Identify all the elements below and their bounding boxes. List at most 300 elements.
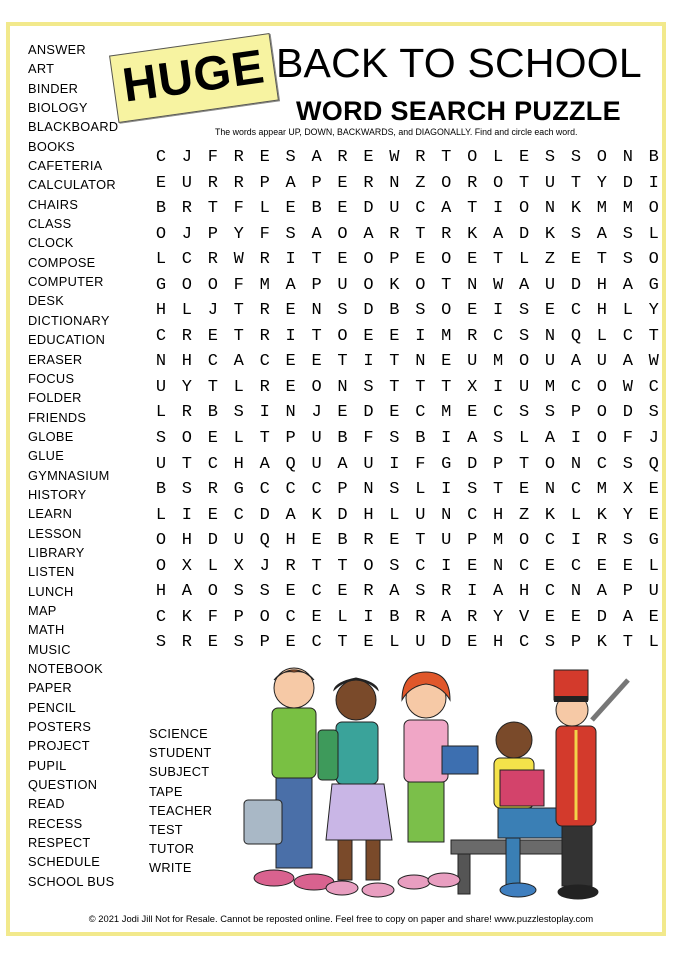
grid-letter[interactable]: R xyxy=(389,224,400,244)
grid-letter[interactable]: R xyxy=(233,173,244,193)
grid-letter[interactable]: R xyxy=(441,224,452,244)
grid-letter[interactable]: J xyxy=(181,224,192,244)
grid-letter[interactable]: R xyxy=(207,173,218,193)
grid-letter[interactable]: W xyxy=(233,250,244,270)
grid-letter[interactable]: R xyxy=(363,582,374,602)
grid-letter[interactable]: S xyxy=(233,403,244,423)
grid-letter[interactable]: M xyxy=(259,275,270,295)
grid-letter[interactable]: F xyxy=(622,429,633,449)
grid-letter[interactable]: I xyxy=(467,582,478,602)
grid-letter[interactable]: C xyxy=(544,531,556,551)
grid-letter[interactable]: O xyxy=(363,556,374,576)
grid-letter[interactable]: H xyxy=(155,301,167,321)
grid-letter[interactable]: U xyxy=(181,173,192,193)
grid-letter[interactable]: A xyxy=(337,454,348,474)
grid-letter[interactable]: A xyxy=(544,429,556,449)
grid-letter[interactable]: R xyxy=(467,326,478,346)
grid-letter[interactable]: L xyxy=(155,250,167,270)
grid-letter[interactable]: M xyxy=(544,377,556,397)
grid-letter[interactable]: C xyxy=(622,326,633,346)
grid-letter[interactable]: S xyxy=(544,403,556,423)
grid-letter[interactable]: D xyxy=(207,531,218,551)
grid-letter[interactable]: K xyxy=(596,633,607,653)
grid-letter[interactable]: P xyxy=(337,480,348,500)
grid-letter[interactable]: E xyxy=(337,199,348,219)
grid-letter[interactable]: R xyxy=(467,173,478,193)
grid-letter[interactable]: T xyxy=(311,556,322,576)
grid-letter[interactable]: S xyxy=(415,582,426,602)
grid-letter[interactable]: E xyxy=(285,301,296,321)
grid-letter[interactable]: U xyxy=(467,352,478,372)
grid-letter[interactable]: T xyxy=(233,301,244,321)
grid-letter[interactable]: A xyxy=(596,582,607,602)
grid-letter[interactable]: S xyxy=(622,250,633,270)
grid-letter[interactable]: T xyxy=(259,429,270,449)
grid-letter[interactable]: P xyxy=(493,454,504,474)
grid-letter[interactable]: Q xyxy=(648,454,659,474)
grid-letter[interactable]: L xyxy=(389,633,400,653)
grid-letter[interactable]: O xyxy=(441,173,452,193)
grid-letter[interactable]: N xyxy=(311,301,322,321)
grid-letter[interactable]: U xyxy=(596,352,607,372)
grid-letter[interactable]: O xyxy=(596,429,607,449)
grid-letter[interactable]: L xyxy=(207,556,218,576)
grid-letter[interactable]: A xyxy=(363,224,374,244)
grid-letter[interactable]: G xyxy=(233,480,244,500)
grid-letter[interactable]: T xyxy=(622,633,633,653)
grid-letter[interactable]: C xyxy=(415,199,426,219)
grid-letter[interactable]: O xyxy=(518,352,530,372)
grid-letter[interactable]: Z xyxy=(415,173,426,193)
grid-letter[interactable]: D xyxy=(363,301,374,321)
grid-letter[interactable]: E xyxy=(207,505,218,525)
grid-letter[interactable]: U xyxy=(155,377,167,397)
grid-letter[interactable]: O xyxy=(337,326,348,346)
grid-letter[interactable]: U xyxy=(233,531,244,551)
grid-letter[interactable]: Y xyxy=(622,505,633,525)
grid-letter[interactable]: O xyxy=(155,531,167,551)
grid-letter[interactable]: X xyxy=(467,377,478,397)
grid-letter[interactable]: F xyxy=(207,148,218,167)
grid-letter[interactable]: I xyxy=(493,301,504,321)
grid-letter[interactable]: E xyxy=(337,173,348,193)
grid-letter[interactable]: E xyxy=(415,250,426,270)
grid-letter[interactable]: A xyxy=(596,224,607,244)
grid-letter[interactable]: O xyxy=(544,454,556,474)
grid-letter[interactable]: C xyxy=(155,148,167,167)
grid-letter[interactable]: H xyxy=(596,275,607,295)
grid-letter[interactable]: E xyxy=(155,173,167,193)
grid-letter[interactable]: T xyxy=(415,531,426,551)
grid-letter[interactable]: K xyxy=(311,505,322,525)
grid-letter[interactable]: J xyxy=(648,429,659,449)
grid-letter[interactable]: K xyxy=(181,607,192,627)
grid-letter[interactable]: A xyxy=(570,352,582,372)
grid-letter[interactable]: A xyxy=(233,352,244,372)
grid-letter[interactable]: S xyxy=(467,480,478,500)
grid-letter[interactable]: U xyxy=(648,582,659,602)
grid-letter[interactable]: I xyxy=(570,531,582,551)
grid-letter[interactable]: T xyxy=(493,480,504,500)
grid-letter[interactable]: E xyxy=(285,352,296,372)
grid-letter[interactable]: S xyxy=(493,429,504,449)
grid-letter[interactable]: S xyxy=(285,224,296,244)
grid-letter[interactable]: C xyxy=(285,607,296,627)
grid-letter[interactable]: K xyxy=(570,199,582,219)
grid-letter[interactable]: S xyxy=(181,480,192,500)
grid-letter[interactable]: L xyxy=(155,403,167,423)
grid-letter[interactable]: E xyxy=(363,633,374,653)
grid-letter[interactable]: R xyxy=(207,480,218,500)
grid-letter[interactable]: L xyxy=(596,326,607,346)
grid-letter[interactable]: E xyxy=(363,148,374,167)
grid-letter[interactable]: T xyxy=(441,275,452,295)
grid-letter[interactable]: B xyxy=(389,301,400,321)
grid-letter[interactable]: L xyxy=(233,429,244,449)
grid-letter[interactable]: B xyxy=(155,199,167,219)
grid-letter[interactable]: T xyxy=(233,326,244,346)
grid-letter[interactable]: C xyxy=(544,582,556,602)
grid-letter[interactable]: C xyxy=(311,480,322,500)
grid-letter[interactable]: J xyxy=(259,556,270,576)
grid-letter[interactable]: T xyxy=(415,224,426,244)
grid-letter[interactable]: D xyxy=(518,224,530,244)
grid-letter[interactable]: T xyxy=(467,199,478,219)
grid-letter[interactable]: P xyxy=(311,173,322,193)
grid-letter[interactable]: T xyxy=(441,148,452,167)
grid-letter[interactable]: K xyxy=(544,224,556,244)
grid-letter[interactable]: L xyxy=(570,505,582,525)
grid-letter[interactable]: O xyxy=(207,275,218,295)
grid-letter[interactable]: R xyxy=(207,250,218,270)
grid-letter[interactable]: H xyxy=(363,505,374,525)
grid-letter[interactable]: L xyxy=(259,199,270,219)
grid-letter[interactable]: U xyxy=(337,275,348,295)
grid-letter[interactable]: R xyxy=(467,607,478,627)
grid-letter[interactable]: O xyxy=(441,301,452,321)
grid-letter[interactable]: I xyxy=(389,454,400,474)
grid-letter[interactable]: E xyxy=(570,607,582,627)
grid-letter[interactable]: L xyxy=(648,556,659,576)
grid-letter[interactable]: I xyxy=(415,326,426,346)
grid-letter[interactable]: U xyxy=(518,377,530,397)
grid-letter[interactable]: P xyxy=(570,633,582,653)
grid-letter[interactable]: T xyxy=(596,250,607,270)
grid-letter[interactable]: C xyxy=(207,454,218,474)
grid-letter[interactable]: P xyxy=(259,633,270,653)
grid-letter[interactable]: B xyxy=(311,199,322,219)
grid-letter[interactable]: O xyxy=(493,173,504,193)
grid-letter[interactable]: T xyxy=(415,377,426,397)
grid-letter[interactable]: S xyxy=(570,148,582,167)
grid-letter[interactable]: W xyxy=(622,377,633,397)
grid-letter[interactable]: I xyxy=(441,480,452,500)
grid-letter[interactable]: L xyxy=(518,250,530,270)
grid-letter[interactable]: A xyxy=(285,173,296,193)
grid-letter[interactable]: H xyxy=(518,582,530,602)
grid-letter[interactable]: T xyxy=(441,377,452,397)
grid-letter[interactable]: S xyxy=(544,633,556,653)
grid-letter[interactable]: Y xyxy=(181,377,192,397)
grid-letter[interactable]: M xyxy=(622,199,633,219)
grid-letter[interactable]: C xyxy=(207,352,218,372)
grid-letter[interactable]: S xyxy=(233,633,244,653)
grid-letter[interactable]: E xyxy=(570,250,582,270)
grid-letter[interactable]: J xyxy=(207,301,218,321)
grid-letter[interactable]: A xyxy=(285,275,296,295)
grid-letter[interactable]: B xyxy=(337,429,348,449)
grid-letter[interactable]: D xyxy=(622,403,633,423)
grid-letter[interactable]: E xyxy=(544,556,556,576)
grid-letter[interactable]: O xyxy=(363,250,374,270)
grid-letter[interactable]: G xyxy=(648,531,659,551)
grid-letter[interactable]: J xyxy=(181,148,192,167)
grid-letter[interactable]: K xyxy=(544,505,556,525)
grid-letter[interactable]: F xyxy=(363,429,374,449)
grid-letter[interactable]: S xyxy=(155,633,167,653)
grid-letter[interactable]: E xyxy=(207,429,218,449)
grid-letter[interactable]: P xyxy=(207,224,218,244)
grid-letter[interactable]: U xyxy=(544,352,556,372)
grid-letter[interactable]: T xyxy=(518,454,530,474)
grid-letter[interactable]: E xyxy=(467,403,478,423)
grid-letter[interactable]: C xyxy=(570,301,582,321)
grid-letter[interactable]: C xyxy=(233,505,244,525)
grid-letter[interactable]: U xyxy=(311,429,322,449)
grid-letter[interactable]: O xyxy=(155,556,167,576)
grid-letter[interactable]: O xyxy=(596,148,607,167)
grid-letter[interactable]: D xyxy=(622,173,633,193)
grid-letter[interactable]: U xyxy=(155,454,167,474)
grid-letter[interactable]: A xyxy=(259,454,270,474)
grid-letter[interactable]: O xyxy=(648,250,659,270)
grid-letter[interactable]: E xyxy=(311,531,322,551)
grid-letter[interactable]: E xyxy=(285,377,296,397)
grid-letter[interactable]: E xyxy=(285,633,296,653)
grid-letter[interactable]: C xyxy=(155,607,167,627)
grid-letter[interactable]: W xyxy=(389,148,400,167)
grid-letter[interactable]: E xyxy=(648,505,659,525)
grid-letter[interactable]: E xyxy=(389,403,400,423)
grid-letter[interactable]: V xyxy=(518,607,530,627)
grid-letter[interactable]: L xyxy=(155,505,167,525)
grid-letter[interactable]: R xyxy=(181,633,192,653)
grid-letter[interactable]: S xyxy=(363,377,374,397)
grid-letter[interactable]: O xyxy=(207,582,218,602)
grid-letter[interactable]: E xyxy=(648,607,659,627)
grid-letter[interactable]: N xyxy=(493,556,504,576)
grid-letter[interactable]: F xyxy=(415,454,426,474)
grid-letter[interactable]: T xyxy=(337,633,348,653)
grid-letter[interactable]: A xyxy=(311,224,322,244)
grid-letter[interactable]: C xyxy=(596,454,607,474)
grid-letter[interactable]: R xyxy=(363,173,374,193)
grid-letter[interactable]: R xyxy=(181,199,192,219)
grid-letter[interactable]: S xyxy=(622,531,633,551)
grid-letter[interactable]: G xyxy=(155,275,167,295)
grid-letter[interactable]: O xyxy=(181,429,192,449)
grid-letter[interactable]: I xyxy=(493,199,504,219)
grid-letter[interactable]: S xyxy=(570,224,582,244)
grid-letter[interactable]: H xyxy=(155,582,167,602)
grid-letter[interactable]: C xyxy=(648,377,659,397)
grid-letter[interactable]: E xyxy=(363,326,374,346)
grid-letter[interactable]: I xyxy=(259,403,270,423)
grid-letter[interactable]: H xyxy=(181,531,192,551)
grid-letter[interactable]: D xyxy=(596,607,607,627)
grid-letter[interactable]: T xyxy=(207,199,218,219)
grid-letter[interactable]: H xyxy=(285,531,296,551)
grid-letter[interactable]: S xyxy=(285,148,296,167)
grid-letter[interactable]: E xyxy=(337,403,348,423)
grid-letter[interactable]: O xyxy=(181,275,192,295)
grid-letter[interactable]: T xyxy=(570,173,582,193)
grid-letter[interactable]: S xyxy=(518,301,530,321)
grid-letter[interactable]: U xyxy=(415,633,426,653)
grid-letter[interactable]: Q xyxy=(570,326,582,346)
grid-letter[interactable]: J xyxy=(311,403,322,423)
grid-letter[interactable]: L xyxy=(233,377,244,397)
grid-letter[interactable]: C xyxy=(311,633,322,653)
grid-letter[interactable]: A xyxy=(622,607,633,627)
grid-letter[interactable]: N xyxy=(363,480,374,500)
grid-letter[interactable]: C xyxy=(493,403,504,423)
grid-letter[interactable]: A xyxy=(622,275,633,295)
grid-letter[interactable]: R xyxy=(259,326,270,346)
grid-letter[interactable]: E xyxy=(337,582,348,602)
grid-letter[interactable]: X xyxy=(622,480,633,500)
grid-letter[interactable]: U xyxy=(544,173,556,193)
grid-letter[interactable]: E xyxy=(596,556,607,576)
grid-letter[interactable]: F xyxy=(233,199,244,219)
grid-letter[interactable]: T xyxy=(518,173,530,193)
grid-letter[interactable]: E xyxy=(259,148,270,167)
grid-letter[interactable]: C xyxy=(467,505,478,525)
grid-letter[interactable]: L xyxy=(648,224,659,244)
grid-letter[interactable]: U xyxy=(389,199,400,219)
grid-letter[interactable]: E xyxy=(311,352,322,372)
grid-letter[interactable]: E xyxy=(467,556,478,576)
grid-letter[interactable]: K xyxy=(596,505,607,525)
grid-letter[interactable]: S xyxy=(233,582,244,602)
grid-letter[interactable]: X xyxy=(181,556,192,576)
grid-letter[interactable]: O xyxy=(415,275,426,295)
grid-letter[interactable]: A xyxy=(493,224,504,244)
grid-letter[interactable]: E xyxy=(518,148,530,167)
grid-letter[interactable]: U xyxy=(415,505,426,525)
grid-letter[interactable]: I xyxy=(363,352,374,372)
grid-letter[interactable]: E xyxy=(311,607,322,627)
grid-letter[interactable]: N xyxy=(570,582,582,602)
grid-letter[interactable]: A xyxy=(518,275,530,295)
grid-letter[interactable]: S xyxy=(648,403,659,423)
grid-letter[interactable]: L xyxy=(337,607,348,627)
grid-letter[interactable]: M xyxy=(441,326,452,346)
grid-letter[interactable]: C xyxy=(285,480,296,500)
grid-letter[interactable]: C xyxy=(570,556,582,576)
grid-letter[interactable]: S xyxy=(544,148,556,167)
grid-letter[interactable]: G xyxy=(441,454,452,474)
grid-letter[interactable]: Z xyxy=(544,250,556,270)
grid-letter[interactable]: E xyxy=(467,250,478,270)
grid-letter[interactable]: I xyxy=(181,505,192,525)
grid-letter[interactable]: A xyxy=(181,582,192,602)
grid-letter[interactable]: A xyxy=(493,582,504,602)
grid-letter[interactable]: S xyxy=(155,429,167,449)
grid-letter[interactable]: T xyxy=(389,352,400,372)
grid-letter[interactable]: T xyxy=(311,326,322,346)
grid-letter[interactable]: R xyxy=(285,556,296,576)
grid-letter[interactable]: R xyxy=(259,250,270,270)
grid-letter[interactable]: R xyxy=(415,607,426,627)
grid-letter[interactable]: D xyxy=(441,633,452,653)
grid-letter[interactable]: E xyxy=(467,301,478,321)
grid-letter[interactable]: I xyxy=(285,250,296,270)
grid-letter[interactable]: O xyxy=(648,199,659,219)
grid-letter[interactable]: O xyxy=(259,607,270,627)
grid-letter[interactable]: L xyxy=(181,301,192,321)
grid-letter[interactable]: S xyxy=(622,224,633,244)
grid-letter[interactable]: N xyxy=(544,326,556,346)
grid-letter[interactable]: A xyxy=(285,505,296,525)
grid-letter[interactable]: R xyxy=(337,148,348,167)
grid-letter[interactable]: O xyxy=(337,224,348,244)
grid-letter[interactable]: S xyxy=(337,301,348,321)
grid-letter[interactable]: O xyxy=(155,224,167,244)
grid-letter[interactable]: S xyxy=(389,556,400,576)
grid-letter[interactable]: P xyxy=(259,173,270,193)
grid-letter[interactable]: R xyxy=(441,582,452,602)
grid-letter[interactable]: M xyxy=(441,403,452,423)
grid-letter[interactable]: P xyxy=(389,250,400,270)
grid-letter[interactable]: I xyxy=(363,607,374,627)
grid-letter[interactable]: T xyxy=(207,377,218,397)
grid-letter[interactable]: O xyxy=(596,377,607,397)
grid-letter[interactable]: E xyxy=(622,556,633,576)
grid-letter[interactable]: Q xyxy=(259,531,270,551)
grid-letter[interactable]: L xyxy=(493,148,504,167)
grid-letter[interactable]: S xyxy=(518,403,530,423)
grid-letter[interactable]: S xyxy=(389,480,400,500)
grid-letter[interactable]: F xyxy=(259,224,270,244)
grid-letter[interactable]: Q xyxy=(285,454,296,474)
grid-letter[interactable]: C xyxy=(493,326,504,346)
grid-letter[interactable]: E xyxy=(518,480,530,500)
grid-letter[interactable]: E xyxy=(389,531,400,551)
grid-letter[interactable]: I xyxy=(441,429,452,449)
grid-letter[interactable]: H xyxy=(181,352,192,372)
grid-letter[interactable]: C xyxy=(415,403,426,423)
grid-letter[interactable]: C xyxy=(181,250,192,270)
grid-letter[interactable]: O xyxy=(518,531,530,551)
grid-letter[interactable]: T xyxy=(181,454,192,474)
grid-letter[interactable]: C xyxy=(570,480,582,500)
grid-letter[interactable]: L xyxy=(415,480,426,500)
grid-letter[interactable]: C xyxy=(311,582,322,602)
grid-letter[interactable]: B xyxy=(648,148,659,167)
grid-letter[interactable]: C xyxy=(259,480,270,500)
grid-letter[interactable]: M xyxy=(493,531,504,551)
grid-letter[interactable]: I xyxy=(570,429,582,449)
grid-letter[interactable]: K xyxy=(467,224,478,244)
grid-letter[interactable]: I xyxy=(285,326,296,346)
grid-letter[interactable]: N xyxy=(544,480,556,500)
grid-letter[interactable]: R xyxy=(259,377,270,397)
grid-letter[interactable]: U xyxy=(441,531,452,551)
grid-letter[interactable]: P xyxy=(233,607,244,627)
grid-letter[interactable]: T xyxy=(337,556,348,576)
grid-letter[interactable]: U xyxy=(311,454,322,474)
